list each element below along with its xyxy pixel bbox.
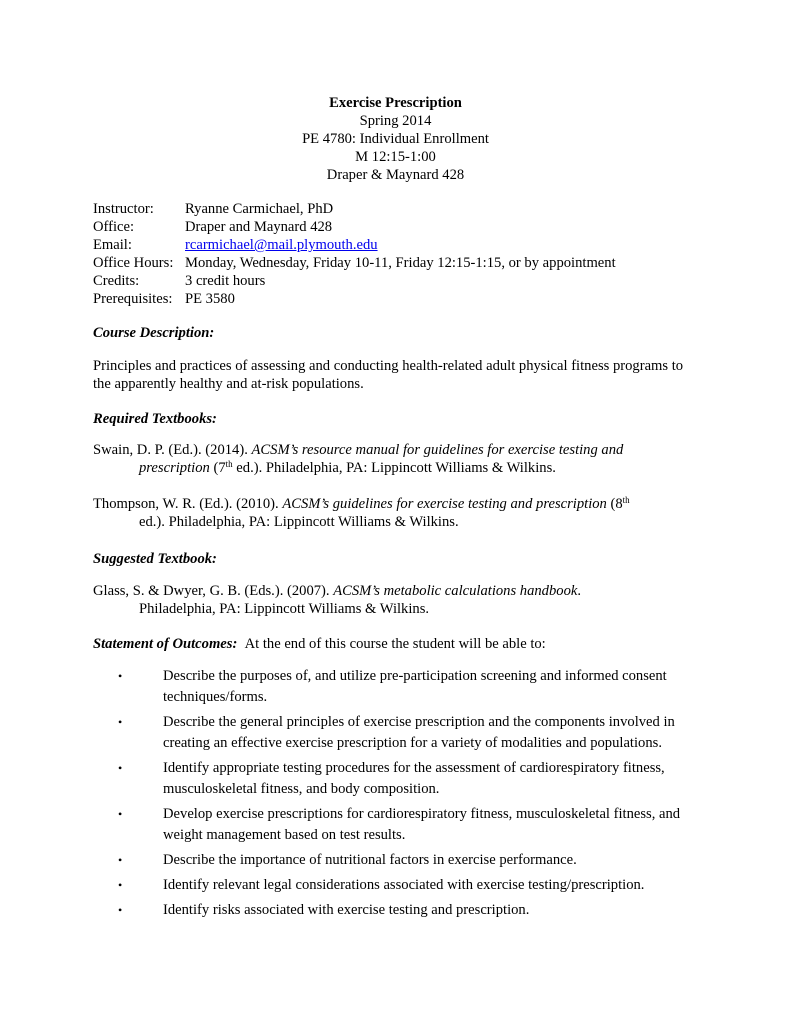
prerequisites-value: PE 3580 (185, 291, 235, 307)
bullet-icon: • (118, 903, 123, 917)
outcomes-intro-text: At the end of this course the student will be able to: (244, 636, 546, 652)
office-hours-row (93, 254, 713, 272)
ref2-author: Thompson, W. R. (Ed.). (2010). (93, 496, 283, 512)
bullet-icon: • (118, 669, 123, 683)
suggested-publisher: Philadelphia, PA: Lippincott Williams & Wilkins. (139, 601, 430, 617)
office-hours-value: Monday, Wednesday, Friday 10-11, Friday 12:15-1:15, or by appointment (185, 255, 616, 271)
prerequisites-label: Prerequisites: (93, 291, 173, 307)
suggested-title: ACSM’s metabolic calculations handbook (333, 583, 578, 599)
office-row (93, 218, 713, 236)
required-textbook-2 (93, 495, 713, 531)
ref2-publisher: ed.). Philadelphia, PA: Lippincott Williams & Wilkins. (139, 514, 459, 530)
office-label: Office: (93, 219, 135, 235)
email-row (93, 236, 713, 254)
instructor-info (93, 200, 713, 308)
outcomes-heading: Statement of Outcomes: (93, 636, 238, 652)
instructor-name: Ryanne Carmichael, PhD (185, 201, 334, 217)
office-value: Draper and Maynard 428 (185, 219, 333, 235)
list-item: • Identify relevant legal considerations associated with exercise testing/prescription. (93, 875, 713, 896)
prerequisites-row (93, 290, 713, 308)
list-item: • Develop exercise prescriptions for cardiorespiratory fitness, musculoskeletal fitness, and weight management based on test results. (118, 806, 681, 843)
course-number: PE 4780: Individual Enrollment (302, 131, 489, 147)
suggested-title-period: . (577, 583, 582, 599)
bullet-icon: • (118, 853, 123, 867)
email-label: Email: (93, 237, 132, 253)
instructor-label: Instructor: (93, 201, 154, 217)
bullet-icon: • (118, 761, 123, 775)
ref1-publisher: ed.). Philadelphia, PA: Lippincott Williams & Wilkins. (232, 460, 556, 476)
course-header (0, 94, 791, 184)
ref1-author: Swain, D. P. (Ed.). (2014). (93, 442, 252, 458)
ref1-title-a: ACSM’s resource manual for guidelines for exercise testing and (251, 442, 624, 458)
list-item: • Describe the general principles of exercise prescription and the components involved in creating an effective exercise prescription for a variety of modalities and populations. (118, 714, 675, 751)
list-item: • Identify appropriate testing procedures for the assessment of cardiorespiratory fitness, musculoskeletal fitness, and body composition. (118, 760, 665, 797)
ref1-edition-suffix: th (225, 459, 233, 469)
outcomes-list (93, 666, 713, 925)
ref2-edition-suffix: th (622, 495, 630, 505)
course-time: M 12:15-1:00 (355, 149, 436, 165)
course-description-heading: Course Description: (93, 325, 215, 341)
suggested-textbook-heading: Suggested Textbook: (93, 551, 217, 567)
list-item: • Describe the purposes of, and utilize pre-participation screening and informed consent techniques/forms. (118, 668, 667, 705)
email-link[interactable]: rcarmichael@mail.plymouth.edu (185, 237, 378, 253)
bullet-icon: • (118, 807, 123, 821)
credits-row (93, 272, 713, 290)
list-item: • Identify risks associated with exercise testing and prescription. (93, 900, 713, 921)
bullet-icon: • (118, 878, 123, 892)
ref2-title: ACSM’s guidelines for exercise testing and prescription (282, 496, 607, 512)
outcomes-intro (93, 635, 546, 653)
suggested-textbook (93, 582, 713, 618)
course-location: Draper & Maynard 428 (326, 167, 465, 183)
bullet-icon: • (118, 715, 123, 729)
course-title: Exercise Prescription (329, 95, 462, 111)
office-hours-label: Office Hours: (93, 255, 174, 271)
credits-label: Credits: (93, 273, 140, 289)
ref1-title-b: prescription (139, 460, 210, 476)
required-textbook-1 (93, 441, 713, 477)
course-description-text: Principles and practices of assessing and conducting health-related adult physical fitness programs to the apparently healthy and at-risk populations. (93, 358, 684, 392)
instructor-row (93, 200, 713, 218)
ref2-edition: (8 (606, 496, 623, 512)
required-textbooks-heading: Required Textbooks: (93, 411, 217, 427)
list-item: • Describe the importance of nutritional factors in exercise performance. (93, 850, 713, 871)
credits-value: 3 credit hours (185, 273, 266, 289)
ref1-edition: (7 (209, 460, 226, 476)
suggested-author: Glass, S. & Dwyer, G. B. (Eds.). (2007). (93, 583, 334, 599)
course-term: Spring 2014 (359, 113, 432, 129)
